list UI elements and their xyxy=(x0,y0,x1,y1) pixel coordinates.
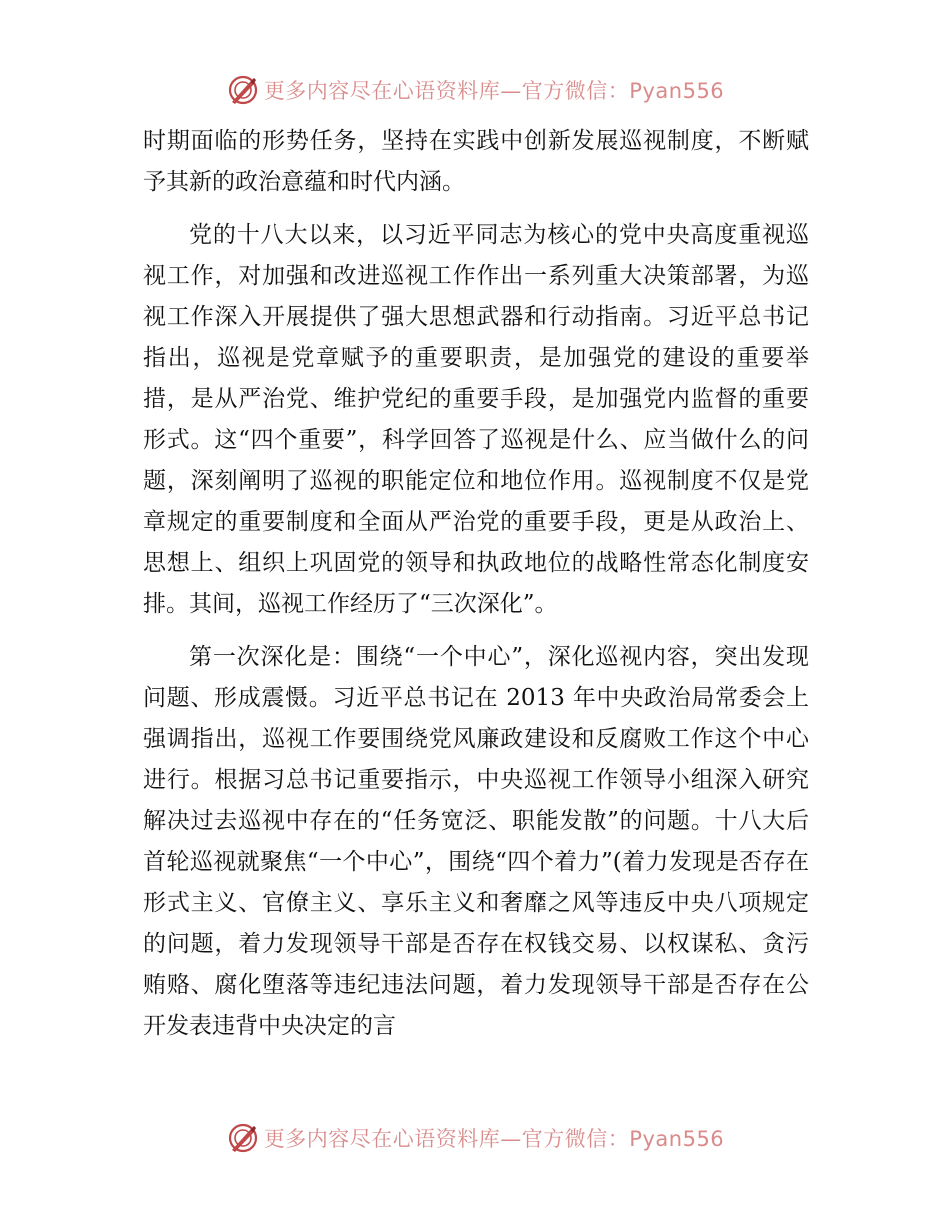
pen-logo-icon xyxy=(226,1121,260,1155)
paragraph-3: 第一次深化是：围绕“一个中心”，深化巡视内容，突出发现问题、形成震慑。习近平总书记在 2013 年中央政治局常委会上强调指出，巡视工作要围绕党风廉政建设和反腐败工作这个中心进行。根据习总书记重要指示，中央巡视工作领导小组深入研究解决过去巡视中存在的“任务宽泛、职能发散”的问题。十八大后首轮巡视就聚焦“一个中心”，围绕“四个着力”(着力发现是否存在形式主义、官僚主义、享乐主义和奢靡之风等违反中央八项规定的问题，着力发现领导干部是否存在权钱交易、以权谋私、贪污贿赂、腐化堕落等违纪违法问题，着力发现领导干部是否存在公开发表违背中央决定的言 xyxy=(143,644,809,1039)
header-banner-text: 更多内容尽在心语资料库—官方微信：Pyan556 xyxy=(263,79,725,103)
pen-logo-icon xyxy=(226,73,260,107)
document-body xyxy=(143,121,809,1047)
footer-banner-text: 更多内容尽在心语资料库—官方微信：Pyan556 xyxy=(263,1127,725,1151)
paragraph-2: 党的十八大以来，以习近平同志为核心的党中央高度重视巡视工作，对加强和改进巡视工作作出一系列重大决策部署，为巡视工作深入开展提供了强大思想武器和行动指南。习近平总书记指出，巡视是党章赋予的重要职责，是加强党的建设的重要举措，是从严治党、维护党纪的重要手段，是加强党内监督的重要形式。这“四个重要”，科学回答了巡视是什么、应当做什么的问题，深刻阐明了巡视的职能定位和地位作用。巡视制度不仅是党章规定的重要制度和全面从严治党的重要手段，更是从政治上、思想上、组织上巩固党的领导和执政地位的战略性常态化制度安排。其间，巡视工作经历了“三次深化”。 xyxy=(143,222,809,617)
footer-banner xyxy=(0,1118,950,1158)
header-banner xyxy=(0,70,950,110)
paragraph-1: 时期面临的形势任务，坚持在实践中创新发展巡视制度，不断赋予其新的政治意蕴和时代内涵。 xyxy=(143,128,809,195)
